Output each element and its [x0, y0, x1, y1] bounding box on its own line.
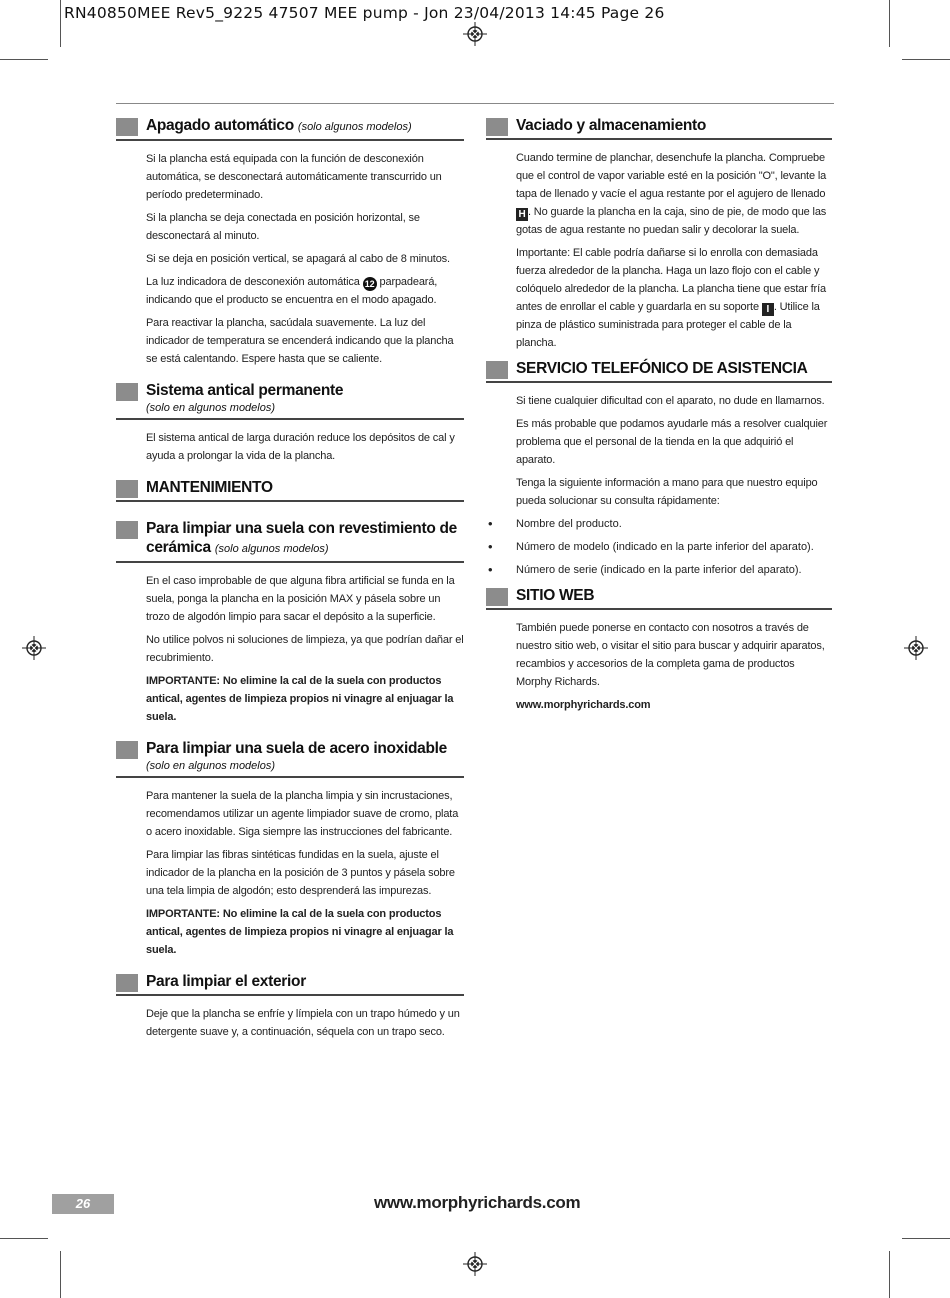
website-link[interactable]: www.morphyrichards.com [516, 699, 651, 711]
list-item [488, 561, 832, 579]
section-body [116, 572, 464, 726]
paragraph: Deje que la plancha se enfríe y límpiela con un trapo húmedo y un detergente suave y, a continuación, séquela con un trapo seco. [146, 1008, 460, 1038]
section-heading [116, 972, 464, 996]
list-item [488, 515, 832, 533]
letter-h-box-icon: H [516, 208, 528, 221]
title-text: Para limpiar una suela de acero inoxidable [146, 740, 447, 757]
section-sistema-antical [116, 381, 464, 465]
section-heading [486, 116, 832, 140]
important-note: IMPORTANTE: No elimine la cal de la suela con productos antical, agentes de limpieza propios ni vinagre al enjuagar la suela. [146, 675, 454, 723]
crop-mark-top-left-v [60, 0, 61, 47]
section-body [116, 787, 464, 959]
paragraph [516, 244, 832, 352]
heading-square-icon [116, 118, 138, 136]
crop-mark-bottom-right-v [889, 1251, 890, 1298]
text-run: Cuando termine de planchar, desenchufe la plancha. Compruebe que el control de vapor variable esté en la posición "O", levante la tapa de llenado y vacíe el agua restante por el agujero de llenado [516, 152, 827, 200]
text-run: . Utilice la pinza de plástico suministrada para proteger el cable de la plancha. [516, 301, 820, 349]
section-title: MANTENIMIENTO [146, 479, 273, 496]
paragraph [516, 149, 832, 239]
heading-square-icon [486, 118, 508, 136]
title-text: Sistema antical permanente [146, 382, 344, 399]
registration-mark-top-icon [463, 22, 487, 46]
list-item-text: Nombre del producto. [516, 518, 622, 530]
section-title [146, 381, 343, 416]
paragraph: Para mantener la suela de la plancha limpia y sin incrustaciones, recomendamos utilizar un agente limpiador suave de cromo, plata o acero inoxidable. Siga siempre las instrucciones del fabricante. [146, 790, 459, 838]
title-subtitle: (solo en algunos modelos) [146, 402, 276, 414]
title-subtitle: (solo en algunos modelos) [146, 760, 276, 772]
section-body [116, 150, 464, 368]
section-title [146, 739, 447, 774]
section-heading [116, 519, 464, 563]
crop-mark-bottom-left-h [0, 1238, 48, 1239]
section-vaciado-almacenamiento [486, 116, 832, 352]
paragraph: Si se deja en posición vertical, se apagará al cabo de 8 minutos. [146, 253, 450, 265]
title-subtitle: (solo algunos modelos) [214, 543, 329, 555]
section-mantenimiento [116, 478, 464, 502]
paragraph: Para reactivar la plancha, sacúdala suavemente. La luz del indicador de temperatura se encenderá indicando que la plancha se está calentando. Espere hasta que se caliente. [146, 317, 454, 365]
bullet-icon: • [488, 562, 493, 577]
paragraph: No utilice polvos ni soluciones de limpieza, ya que podrían dañar el recubrimiento. [146, 634, 464, 664]
registration-mark-left-icon [22, 636, 46, 660]
paragraph: Si la plancha está equipada con la función de desconexión automática, se desconectará automáticamente transcurrido un período predeterminado. [146, 153, 442, 201]
section-body [486, 619, 832, 714]
paragraph: Para limpiar las fibras sintéticas fundidas en la suela, ajuste el indicador de la plancha en la posición de 3 puntos y pásela sobre una tela limpia de algodón; esto desprenderá las impurezas. [146, 849, 455, 897]
section-title: SERVICIO TELEFÓNICO DE ASISTENCIA [516, 360, 808, 377]
paragraph: Si tiene cualquier dificultad con el aparato, no dude en llamarnos. [516, 395, 825, 407]
heading-square-icon [486, 361, 508, 379]
section-body [116, 429, 464, 465]
crop-mark-bottom-left-v [60, 1251, 61, 1298]
top-rule [116, 103, 834, 104]
title-text: Para limpiar una suela con revestimiento de [146, 520, 457, 537]
section-sitio-web [486, 586, 832, 714]
section-body [486, 392, 832, 579]
heading-square-icon [486, 588, 508, 606]
section-heading [116, 478, 464, 502]
heading-square-icon [116, 974, 138, 992]
right-column [486, 116, 832, 719]
paragraph: Tenga la siguiente información a mano para que nuestro equipo pueda solucionar su consulta rápidamente: [516, 477, 818, 507]
page-number: 26 [52, 1194, 114, 1214]
list-item-text: Número de modelo (indicado en la parte inferior del aparato). [516, 541, 814, 553]
crop-mark-top-right-h [902, 59, 950, 60]
paragraph: Si la plancha se deja conectada en posición horizontal, se desconectará al minuto. [146, 212, 420, 242]
section-title [146, 519, 457, 559]
text-run: La luz indicadora de desconexión automática [146, 276, 363, 288]
title-text-line2: cerámica [146, 539, 211, 556]
section-title: SITIO WEB [516, 587, 595, 604]
paragraph: En el caso improbable de que alguna fibra artificial se funda en la suela, ponga la plancha en la posición MAX y pásela sobre un trozo de algodón limpio para sacar el depósito a la superficie. [146, 575, 455, 623]
section-suela-ceramica [116, 519, 464, 726]
section-limpiar-exterior [116, 972, 464, 1041]
section-heading [486, 586, 832, 610]
number-12-badge-icon: 12 [363, 277, 377, 291]
section-body [116, 1005, 464, 1041]
section-title: Vaciado y almacenamiento [516, 117, 707, 134]
registration-mark-right-icon [904, 636, 928, 660]
text-run: Importante: El cable podría dañarse si lo enrolla con demasiada fuerza alrededor de la plancha. Haga un lazo flojo con el cable y colóquelo alrededor de la plancha. La plancha tiene que estar fría antes de enrollar el cable y guardarla en su soporte [516, 247, 826, 313]
paragraph: También puede ponerse en contacto con nosotros a través de nuestro sitio web, o visitar el sitio para buscar y adquirir aparatos, recambios y accesorios de la completa gama de productos Morphy Richards. [516, 622, 825, 688]
list-item [488, 538, 832, 556]
registration-mark-bottom-icon [463, 1252, 487, 1276]
left-column [116, 116, 464, 1046]
section-body [486, 149, 832, 352]
section-heading [116, 739, 464, 778]
paragraph: El sistema antical de larga duración reduce los depósitos de cal y ayuda a prolongar la vida de la plancha. [146, 432, 455, 462]
info-list [488, 515, 832, 579]
letter-i-box-icon: I [762, 303, 774, 316]
section-apagado-automatico [116, 116, 464, 368]
section-heading [116, 381, 464, 420]
paragraph [146, 273, 464, 309]
section-title [146, 116, 412, 137]
crop-mark-top-right-v [889, 0, 890, 47]
heading-square-icon [116, 383, 138, 401]
section-heading [486, 359, 832, 383]
crop-mark-bottom-right-h [902, 1238, 950, 1239]
heading-square-icon [116, 521, 138, 539]
list-item-text: Número de serie (indicado en la parte inferior del aparato). [516, 564, 802, 576]
print-slug-header: RN40850MEE Rev5_9225 47507 MEE pump - Jon 23/04/2013 14:45 Page 26 [64, 4, 665, 22]
footer-website-link[interactable]: www.morphyrichards.com [374, 1193, 581, 1212]
section-heading [116, 116, 464, 141]
important-note: IMPORTANTE: No elimine la cal de la suela con productos antical, agentes de limpieza propios ni vinagre al enjuagar la suela. [146, 908, 454, 956]
bullet-icon: • [488, 539, 493, 554]
section-suela-acero [116, 739, 464, 959]
title-text: Apagado automático [146, 117, 294, 134]
crop-mark-top-left-h [0, 59, 48, 60]
heading-square-icon [116, 480, 138, 498]
title-subtitle: (solo algunos modelos) [297, 121, 412, 133]
bullet-icon: • [488, 516, 493, 531]
section-servicio-telefonico [486, 359, 832, 579]
section-title: Para limpiar el exterior [146, 973, 306, 990]
heading-square-icon [116, 741, 138, 759]
text-run: parpadeará, indicando que el producto se encuentra en el modo apagado. [146, 276, 438, 306]
text-run: . No guarde la plancha en la caja, sino de pie, de modo que las gotas de agua restante no puedan salir y decolorar la suela. [516, 206, 827, 236]
paragraph: Es más probable que podamos ayudarle más a resolver cualquier problema que el personal de la tienda en la que adquirió el aparato. [516, 418, 828, 466]
